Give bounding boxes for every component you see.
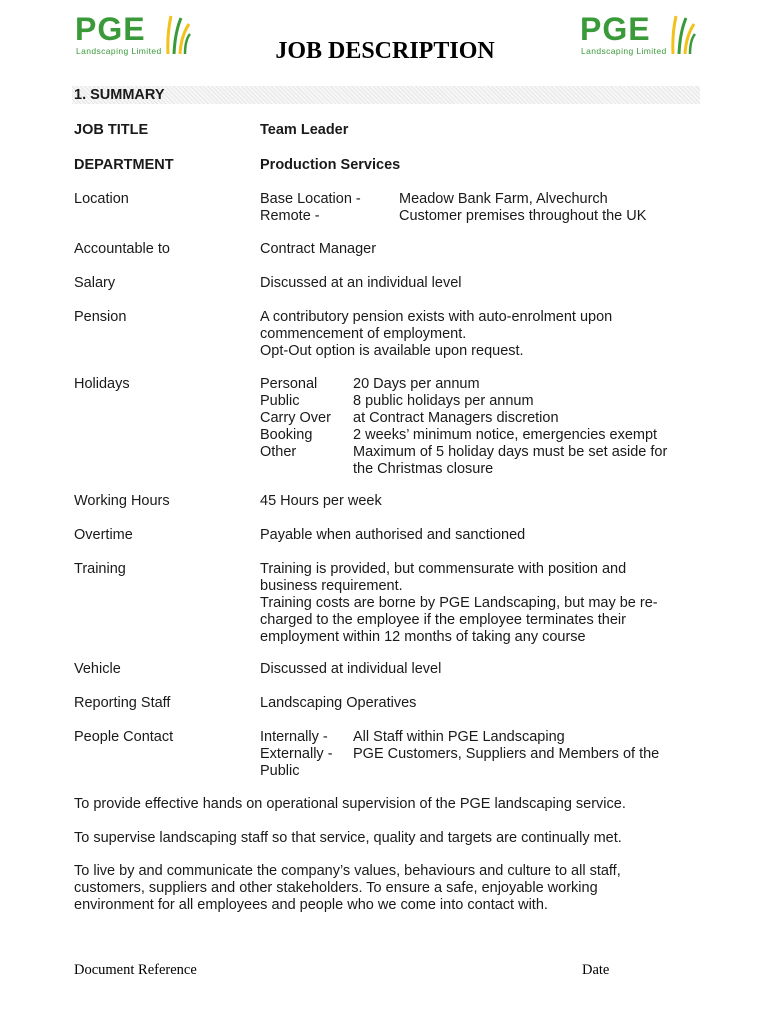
field-value [260, 561, 704, 646]
field-label: Accountable to [74, 241, 170, 257]
paragraph-line: To live by and communicate the company’s values, behaviours and culture to all staff, [74, 863, 621, 879]
field-label: Location [74, 191, 129, 207]
paragraph-line: environment for all employees and people who we come into contact with. [74, 897, 548, 913]
logo-subtitle: Landscaping Limited [76, 46, 162, 56]
holiday-value-cont: the Christmas closure [353, 461, 494, 477]
holiday-value: 8 public holidays per annum [353, 393, 534, 409]
logo-subtitle: Landscaping Limited [581, 46, 667, 56]
pension-line: Opt-Out option is available upon request. [260, 343, 524, 359]
section-heading-bar [72, 86, 700, 104]
footer-document-reference: Document Reference [74, 962, 197, 978]
contact-key: Externally - [260, 746, 333, 762]
field-label: DEPARTMENT [74, 157, 174, 173]
field-label: Vehicle [74, 661, 121, 677]
field-value: Payable when authorised and sanctioned [260, 527, 526, 543]
training-line: Training costs are borne by PGE Landscaping, but may be re- [260, 595, 658, 611]
document-title: JOB DESCRIPTION [275, 38, 495, 64]
field-label: Working Hours [74, 493, 170, 509]
field-value [260, 376, 704, 478]
contact-value: All Staff within PGE Landscaping [353, 729, 565, 745]
section-heading: 1. SUMMARY [74, 87, 165, 103]
field-label: Reporting Staff [74, 695, 171, 711]
holiday-key: Booking [260, 427, 313, 443]
footer-date: Date [582, 962, 610, 978]
paragraph-line: customers, suppliers and other stakeholders. To ensure a safe, enjoyable working [74, 880, 598, 896]
logo-wordmark: PGE [580, 11, 651, 47]
field-label: JOB TITLE [74, 122, 149, 138]
field-value [260, 191, 704, 225]
base-location-key: Base Location - [260, 191, 361, 207]
base-location-value: Meadow Bank Farm, Alvechurch [399, 191, 608, 207]
training-line: business requirement. [260, 578, 403, 594]
field-value: 45 Hours per week [260, 493, 382, 509]
holiday-value: Maximum of 5 holiday days must be set aside for [353, 444, 668, 460]
holiday-value: 2 weeks’ minimum notice, emergencies exempt [353, 427, 658, 443]
holiday-value: at Contract Managers discretion [353, 410, 559, 426]
holiday-key: Public [260, 393, 300, 409]
field-label: Pension [74, 309, 127, 325]
field-value: Landscaping Operatives [260, 695, 417, 711]
pension-line: commencement of employment. [260, 326, 467, 342]
field-label: Salary [74, 275, 116, 291]
field-value [260, 309, 704, 360]
holiday-value: 20 Days per annum [353, 376, 480, 392]
training-line: employment within 12 months of taking any course [260, 629, 586, 645]
purpose-paragraph: To provide effective hands on operational supervision of the PGE landscaping service. [74, 796, 626, 812]
field-value: Discussed at an individual level [260, 275, 462, 291]
training-line: charged to the employee if the employee terminates their [260, 612, 626, 628]
purpose-paragraph: To supervise landscaping staff so that service, quality and targets are continually met. [74, 830, 622, 846]
field-label: Holidays [74, 376, 130, 392]
purpose-paragraph [74, 863, 704, 914]
holiday-key: Carry Over [260, 410, 331, 426]
field-value: Discussed at individual level [260, 661, 442, 677]
contact-key: Internally - [260, 729, 328, 745]
field-value [260, 729, 704, 780]
remote-key: Remote - [260, 208, 320, 224]
training-line: Training is provided, but commensurate with position and [260, 561, 627, 577]
field-value: Production Services [260, 157, 401, 173]
contact-value: PGE Customers, Suppliers and Members of the [353, 746, 660, 762]
field-value: Contract Manager [260, 241, 377, 257]
holiday-key: Other [260, 444, 297, 460]
logo-wordmark: PGE [75, 11, 146, 47]
holiday-key: Personal [260, 376, 318, 392]
field-label: Overtime [74, 527, 133, 543]
remote-value: Customer premises throughout the UK [399, 208, 647, 224]
field-label: Training [74, 561, 126, 577]
field-label: People Contact [74, 729, 174, 745]
contact-value-cont: Public [260, 763, 300, 779]
field-value: Team Leader [260, 122, 349, 138]
pension-line: A contributory pension exists with auto-enrolment upon [260, 309, 613, 325]
location-row [74, 191, 704, 225]
